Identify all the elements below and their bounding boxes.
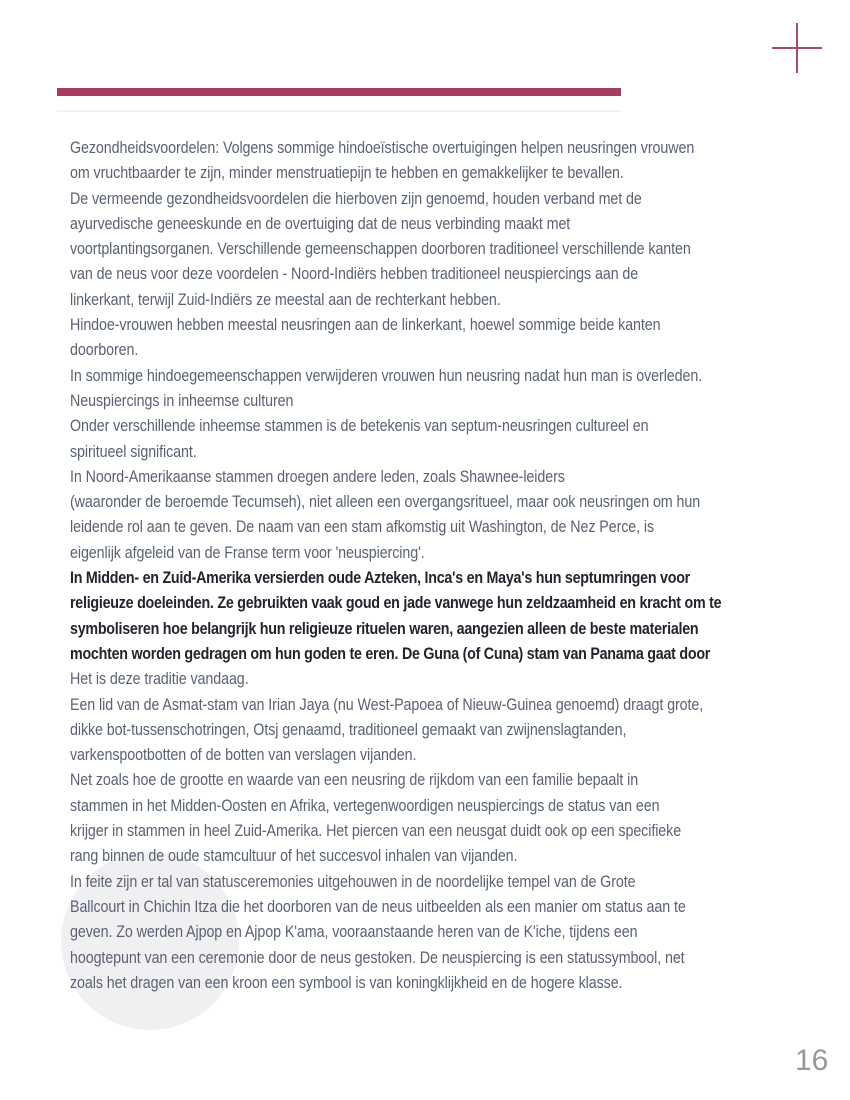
text-line: Net zoals hoe de grootte en waarde van een neusring de rijkdom van een familie bepaalt in (70, 770, 639, 790)
text-line: De vermeende gezondheidsvoordelen die hierboven zijn genoemd, houden verband met de (70, 188, 642, 208)
text-line: leidende rol aan te geven. De naam van een stam afkomstig uit Washington, de Nez Perce, is (70, 517, 655, 537)
text-line: In feite zijn er tal van statusceremonies uitgehouwen in de noordelijke tempel van de Grote (70, 871, 636, 891)
text-line: Hindoe-vrouwen hebben meestal neusringen aan de linkerkant, hoewel sommige beide kanten (70, 315, 661, 335)
text-line: (waaronder de beroemde Tecumseh), niet alleen een overgangsritueel, maar ook neusringen om hun (70, 492, 701, 512)
text-line: rang binnen de oude stamcultuur of het succesvol inhalen van vijanden. (70, 846, 518, 866)
text-line: In Midden- en Zuid-Amerika versierden oude Azteken, Inca's en Maya's hun septumringen voor (70, 568, 690, 588)
text-line: dikke bot-tussenschotringen, Otsj genaamd, traditioneel gemaakt van zwijnenslagtanden, (70, 719, 627, 739)
accent-bar (57, 88, 621, 96)
page-number: 16 (795, 1044, 829, 1077)
text-line: geven. Zo werden Ajpop en Ajpop K'ama, vooraanstaande heren van de K'iche, tijdens een (70, 922, 638, 942)
text-line: stammen in het Midden-Oosten en Afrika, vertegenwoordigen neuspiercings de status van een (70, 795, 660, 815)
text-line: om vruchtbaarder te zijn, minder menstruatiepijn te hebben en gemakkelijker te bevallen. (70, 163, 624, 183)
text-line: In Noord-Amerikaanse stammen droegen andere leden, zoals Shawnee-leiders (70, 466, 565, 486)
text-line: Ballcourt in Chichin Itza die het doorboren van de neus uitbeelden als een manier om status aan te (70, 896, 686, 916)
text-line: Een lid van de Asmat-stam van Irian Jaya (nu West-Papoea of Nieuw-Guinea genoemd) draagt grote, (70, 694, 704, 714)
text-line: zoals het dragen van een kroon een symbool is van koningklijkheid en de hogere klasse. (70, 972, 623, 992)
text-line: van de neus voor deze voordelen - Noord-Indiërs hebben traditioneel neuspiercings aan de (70, 264, 639, 284)
text-line: voortplantingsorganen. Verschillende gemeenschappen doorboren traditioneel verschillende kanten (70, 239, 691, 259)
text-line: eigenlijk afgeleid van de Franse term voor 'neuspiercing'. (70, 542, 425, 562)
accent-bar-underline (57, 110, 621, 112)
plus-icon (771, 22, 823, 74)
text-line: Onder verschillende inheemse stammen is de betekenis van septum-neusringen cultureel en (70, 416, 649, 436)
text-line: varkenspootbotten of de botten van verslagen vijanden. (70, 745, 417, 765)
text-line: mochten worden gedragen om hun goden te eren. De Guna (of Cuna) stam van Panama gaat door (70, 643, 711, 663)
text-line: linkerkant, terwijl Zuid-Indiërs ze meestal aan de rechterkant hebben. (70, 289, 501, 309)
text-line: religieuze doeleinden. Ze gebruikten vaak goud en jade vanwege hun zeldzaamheid en kracht om te (70, 593, 722, 613)
text-line: Gezondheidsvoordelen: Volgens sommige hindoeïstische overtuigingen helpen neusringen vrouwen (70, 138, 695, 157)
text-line: krijger in stammen in heel Zuid-Amerika. Het piercen van een neusgat duidt ook op een specifieke (70, 821, 682, 841)
text-line: doorboren. (70, 340, 139, 360)
body-text (70, 135, 790, 995)
text-line: symboliseren hoe belangrijk hun religieuze rituelen waren, aangezien alleen de beste materialen (70, 618, 699, 638)
text-line: ayurvedische geneeskunde en de overtuiging dat de neus verbinding maakt met (70, 213, 571, 233)
text-line: Neuspiercings in inheemse culturen (70, 390, 294, 410)
text-line: spiritueel significant. (70, 441, 197, 461)
text-line: In sommige hindoegemeenschappen verwijderen vrouwen hun neusring nadat hun man is overleden. (70, 365, 703, 385)
text-line: Het is deze traditie vandaag. (70, 669, 249, 689)
text-line: hoogtepunt van een ceremonie door de neus gestoken. De neuspiercing is een statussymbool, net (70, 947, 685, 967)
